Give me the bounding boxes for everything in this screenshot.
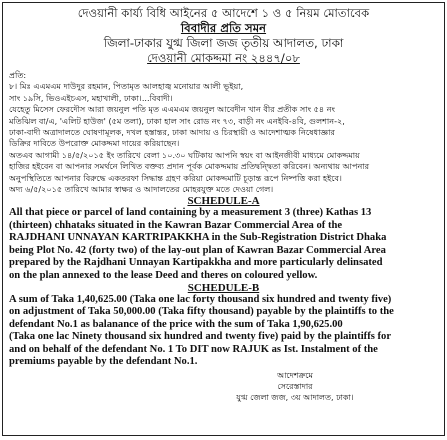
schedule-a-line: RAJDHANI UNNAYAN KARTRIPAKKHA in the Sub-Registration District Dhaka bbox=[9, 232, 387, 244]
signature-by-order: আদেশক্রমে bbox=[277, 371, 313, 381]
case-number: দেওয়ানী মোকদ্দমা নং ২৪৪৭/০৮ bbox=[147, 51, 300, 65]
schedule-b-line: A sum of Taka 1,40,625.00 (Taka one lac forty thousand six hundred and twenty five) bbox=[9, 293, 392, 305]
summons-line: সাং ১৯সি, ভিওএইচএস, মহাখালী, ঢাকা।...বিবাদী। bbox=[9, 92, 173, 103]
summons-title: বিবাদীর প্রতি সমন bbox=[180, 21, 267, 35]
schedule-b-text bbox=[9, 294, 438, 368]
schedule-b-line: (Taka one lac Ninety thousand six hundred and twenty five) paid by the plaintiffs for bbox=[9, 331, 392, 343]
schedule-a-line: being Plot No. 42 (forty two) of the lay-out plan of Kawran Bazar Commercial Area bbox=[9, 244, 386, 256]
summons-body bbox=[9, 70, 438, 195]
court-summons-notice bbox=[2, 2, 445, 436]
schedule-a-line: prepared by the Rajdhani Unnayan Kartipakkha and more particularly delinsated bbox=[9, 257, 383, 269]
summons-line: অতএব আগামী ১৪/৫/২০১৫ ইং তারিখে বেলা ১০.৩০ ঘটিকায় আপনি স্বয়ং বা আইনজীবী মাধ্যমে মোকদ্দমায় bbox=[9, 149, 360, 160]
schedule-b-line: defendant No.1 as balanance of the price with the sum of Taka 1,90,625.00 bbox=[9, 318, 343, 330]
signature-title: সেরেস্তাদার bbox=[277, 382, 313, 392]
summons-line: প্রতি: bbox=[9, 70, 27, 80]
schedule-b-line: on adjustment of Taka 50,000.00 (Taka fifty thousand) payable by the plaintiffs to the bbox=[9, 306, 394, 318]
schedule-a-text bbox=[9, 207, 438, 281]
summons-line: হাজির হইবেন বা আপনার সমর্থনে লিখিত বক্তব্য প্রদান পূর্বক মোকদ্দমায় প্রতিদ্বন্দ্বিতা করিবেন। অন্যথায় আপনার bbox=[9, 161, 370, 172]
summons-line: ঢাকা-বাদী অত্রাদালতে ঘোষণামূলক, দখল হস্তান্তর, ঢাকা আদায় ও চিরস্থায়ী ও আদেশাত্মক নিষেধাজ্ঞার bbox=[9, 127, 335, 138]
schedule-a-title: SCHEDULE-A bbox=[187, 195, 260, 208]
summons-line: ৮। মিঃ এএমএম দাউদুর রহমান, পিতামৃত আলহাজ্ব মনোয়ার আলী ভূইয়া, bbox=[9, 81, 244, 92]
summons-line: অনুপস্থিতিতে আপনার বিরুদ্ধে একতরফা সিদ্ধান্ত গ্রহণ করিয়া মোকদ্দমাটি চূড়ান্ত রূপে নিষ্পত্তি করা হইবে। bbox=[9, 172, 342, 183]
legal-provision-heading: দেওয়ানী কার্য্য বিধি আইনের ৫ আদেশে ১ ও ৫ নিয়ম মোতাবেক bbox=[77, 6, 370, 20]
summons-line: ডিক্রির দাবিতে উপরোক্ত মোকদ্দমা দায়ের করিয়াছেন। bbox=[9, 138, 180, 149]
summons-line: মতিঝিল বা/এ, 'এলিট হাউজ' (৫ম তলা), ঢাকা হাল সাং রোড নং ৭৩, বাড়ী নং এনইবি-৪বি, গুলশান-২, bbox=[9, 115, 345, 126]
schedule-a-line: (thirteen) chhataks situated in the Kawran Bazar Commercial Area of the bbox=[9, 219, 343, 231]
schedule-a-line: on the plan annexed to the lease Deed and theres on coloured yellow. bbox=[9, 269, 318, 281]
schedule-a-line: All that piece or parcel of land containing by a measurement 3 (three) Kathas 13 bbox=[9, 207, 372, 219]
summons-line: যেহেতু মিসেস ফেরদৌস আরা জয়নুল পতি মৃত এএমএম জয়নুল আবেদীন খান বীর প্রতীক সাং ৫৪ নং bbox=[9, 104, 336, 115]
court-name: জিলা-ঢাকার যুগ্ম জিলা জজ তৃতীয় আদালত, ঢাকা bbox=[103, 36, 344, 50]
signature-block bbox=[9, 370, 438, 403]
summons-line: অদ্য ৬/৫/২০১৫ তারিখে আমার স্বাক্ষর ও আদালতের মোহরযুক্ত মতে দেওয়া গেল। bbox=[9, 184, 274, 195]
signature-court: যুগ্ম জেলা জজ, ৩য় আদালত, ঢাকা। bbox=[236, 393, 354, 403]
schedule-b-line: and on behalf of the defendant No. 1 To DIT now RAJUK as Ist. Instalment of the bbox=[9, 343, 378, 355]
schedule-b-title: SCHEDULE-B bbox=[187, 281, 260, 294]
schedule-b-line: premiums payable by the defendant No.1. bbox=[9, 355, 198, 367]
